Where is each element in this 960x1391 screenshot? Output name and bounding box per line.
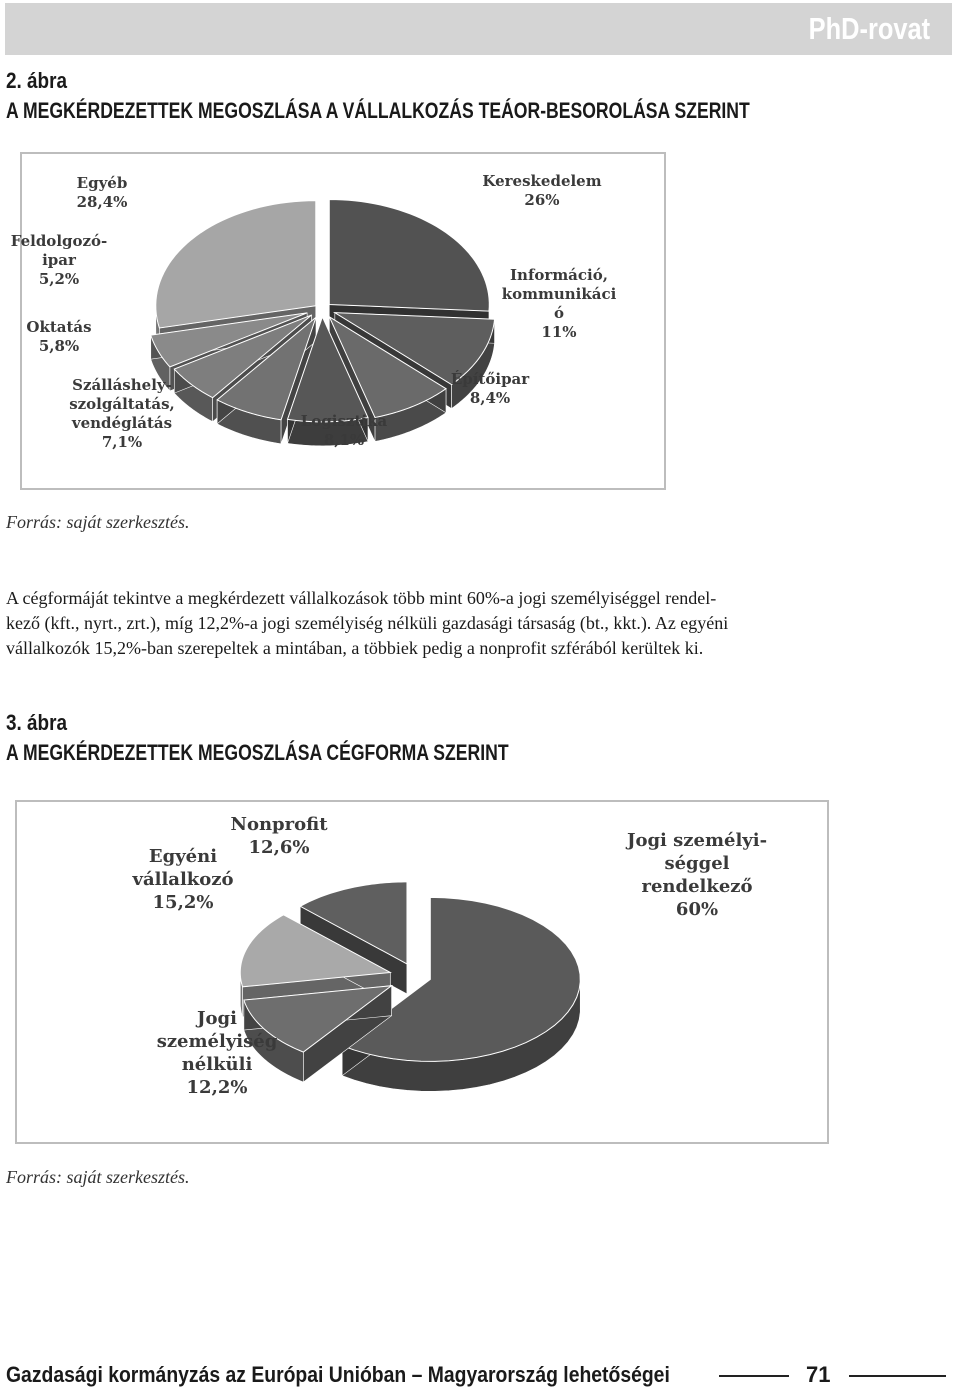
slice-label-line: vendéglátás	[71, 414, 173, 432]
pie-chart-cegforma	[17, 802, 827, 1142]
slice-label-line: Egyéni	[148, 846, 218, 867]
body-paragraph	[6, 586, 951, 661]
slice-label-line: ipar	[42, 251, 76, 269]
page-footer	[6, 1362, 946, 1390]
slice-label-line: ó	[553, 304, 565, 322]
slice-label-line: nélküli	[181, 1054, 253, 1075]
slice-label-line: Jogi személyi-	[626, 830, 768, 851]
slice-label	[625, 830, 767, 920]
slice-label-line: 8,4%	[469, 389, 511, 407]
slice-label-line: Egyéb	[76, 174, 128, 192]
slice-label-line: Szálláshely-	[72, 376, 172, 394]
figure-3-chart	[15, 800, 829, 1144]
slice-label-line: 12,2%	[186, 1077, 248, 1098]
slice-label-line: Kereskedelem	[482, 172, 602, 190]
figure-3-number: 3. ábra	[6, 710, 68, 735]
figure-2-chart	[10, 152, 666, 490]
slice-label	[69, 376, 175, 451]
footer-rule-left	[719, 1375, 789, 1377]
slice-label-line: 12,6%	[248, 837, 310, 858]
pie-chart-teaor	[10, 154, 664, 488]
slice-label	[26, 318, 91, 355]
slice-label	[131, 846, 233, 913]
slice-label-line: 5,2%	[38, 270, 80, 288]
slice-label-line: Feldolgozó-	[10, 232, 108, 250]
figure-3-source: Forrás: saját szerkesztés.	[6, 1167, 190, 1187]
slice-label	[11, 232, 108, 288]
slice-label-line: 15,2%	[152, 892, 214, 913]
slice-label-line: személyiség	[156, 1031, 278, 1052]
slice-label-line: 26%	[524, 191, 560, 209]
slice-label-line: Logisztika	[300, 412, 388, 430]
slice-label-line: 8,1%	[323, 431, 365, 449]
slice-label-line: vállalkozó	[132, 869, 234, 890]
header-band	[5, 3, 952, 55]
slice-label-line: Jogi	[197, 1008, 237, 1029]
slice-label	[230, 814, 328, 858]
slice-label-line: 5,8%	[38, 337, 80, 355]
slice-label-line: Nonprofit	[230, 814, 328, 835]
slice-label-line: séggel	[664, 853, 730, 874]
paragraph-line: A cégformáját tekintve a megkérdezett vállalkozások több mint 60%-a jogi személyiséggel rendel-	[6, 588, 717, 608]
slice-label	[502, 266, 617, 341]
slice-label-line: Információ,	[510, 266, 608, 284]
paragraph-line: kező (kft., nyrt., zrt.), míg 12,2%-a jogi személyiség nélküli gazdasági társaság (bt., kkt.). Az egyéni	[6, 613, 729, 633]
footer-rule-right	[849, 1375, 946, 1377]
figure-3-title: A MEGKÉRDEZETTEK MEGOSZLÁSA CÉGFORMA SZERINT	[6, 740, 509, 765]
figure-2-number: 2. ábra	[6, 68, 68, 93]
section-label: PhD-rovat	[808, 11, 930, 46]
slice-label-line: 7,1%	[101, 433, 143, 451]
paragraph-line: vállalkozók 15,2%-ban szerepeltek a mintában, a többiek pedig a nonprofit szférából kerültek ki.	[6, 638, 704, 658]
slice-label-line: 11%	[541, 323, 577, 341]
slice-label-line: 28,4%	[76, 193, 128, 211]
slice-label-line: kommunikáci	[501, 285, 617, 303]
slice-label-line: rendelkező	[641, 876, 753, 897]
slice-label-line: Oktatás	[26, 318, 92, 336]
page-number: 71	[806, 1362, 831, 1387]
figure-2-source: Forrás: saját szerkesztés.	[6, 512, 190, 532]
slice-label	[77, 174, 128, 211]
footer-title: Gazdasági kormányzás az Európai Unióban – Magyarország lehetőségei	[6, 1362, 670, 1387]
slice-label-line: 60%	[675, 899, 719, 920]
figure-2-title: A MEGKÉRDEZETTEK MEGOSZLÁSA A VÁLLALKOZÁS TEÁOR-BESOROLÁSA SZERINT	[6, 98, 750, 123]
slice-label-line: szolgáltatás,	[69, 395, 175, 413]
slice-label-line: Építőipar	[450, 370, 530, 388]
slice-label	[482, 172, 601, 209]
